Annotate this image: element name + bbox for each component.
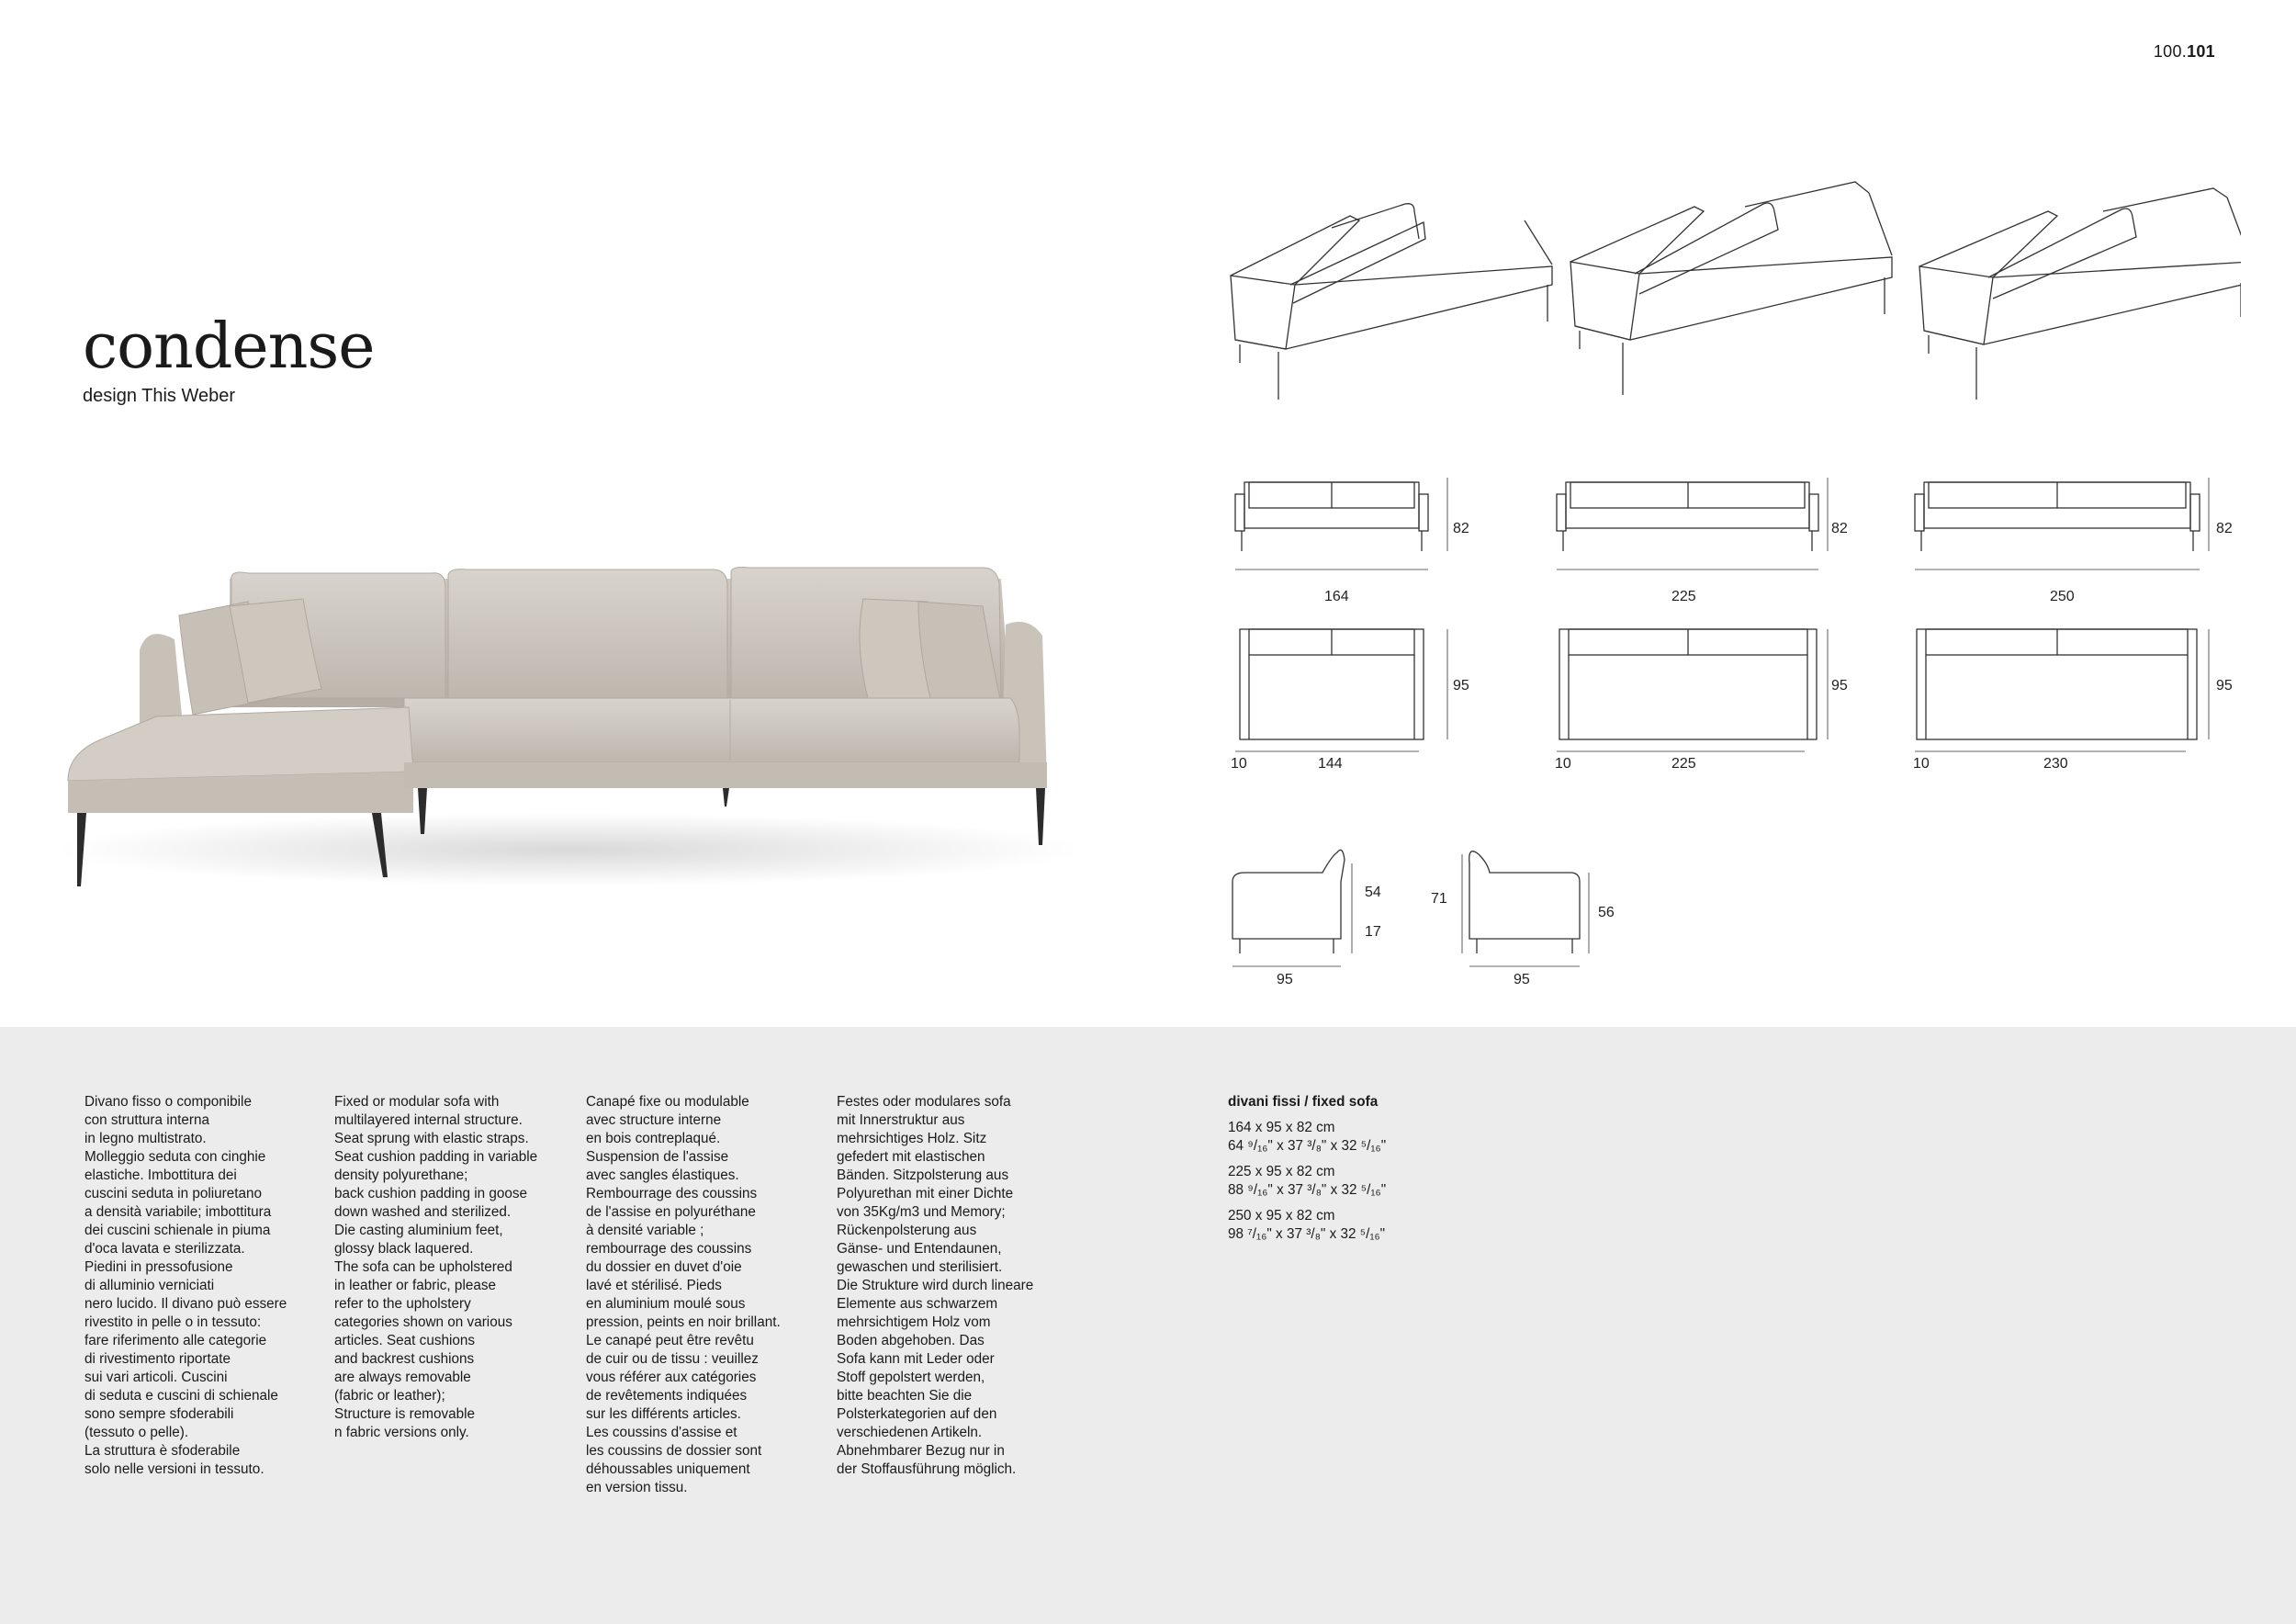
side-view-b [1462,851,1589,966]
spec-inch: 88 ⁹/₁₆" x 37 ³/₈" x 32 ⁵/₁₆" [1228,1182,1387,1198]
top-seat-225: 225 [1671,756,1696,772]
page-number-prefix: 100. [2153,42,2188,61]
spec-title: divani fissi / fixed sofa [1228,1094,1379,1110]
front-width-225: 225 [1671,589,1696,604]
spec-inch: 64 ⁹/₁₆" x 37 ³/₈" x 32 ⁵/₁₆" [1228,1138,1387,1154]
top-arm-225: 10 [1555,756,1571,772]
spec-cm: 225 x 95 x 82 cm [1228,1164,1335,1179]
top-arm-250: 10 [1913,756,1930,772]
spec-item [1228,1163,1386,1200]
front-width-250: 250 [2050,589,2075,604]
description-panel [0,1027,2296,1624]
front-width-164: 164 [1324,589,1349,604]
front-height-164: 82 [1453,521,1469,536]
technical-drawings [1194,165,2241,992]
side-total-b: 71 [1431,891,1447,907]
front-view-164 [1235,478,1447,570]
iso-drawing-164 [1231,204,1552,400]
side-seat-a: 54 [1365,885,1381,900]
iso-drawing-250 [1919,188,2241,400]
spec-list [1228,1093,1386,1251]
side-seat-b: 56 [1598,905,1615,920]
description-german: Festes oder modulares sofa mit Innerstruktur aus mehrsichtiges Holz. Sitz gefedert mit elastischen Bänden. Sitzpolsterung aus Polyurethan mit einer Dichte von 35Kg/m3 und Memory; Rückenpolsterung aus Gänse- und Entendaunen, gewaschen und sterilisiert. Die Strukture wird durch lineare Elemente aus schwarzem mehrsichtigem Holz vom Boden abgehoben. Das Sofa kann mit Leder oder Stoff gepolstert werden, bitte beachten Sie die Polsterkategorien auf den verschiedenen Artikeln. Abnehmbarer Bezug nur in der Stoffausführung möglich. [837,1094,1034,1477]
spec-cm: 250 x 95 x 82 cm [1228,1208,1335,1224]
side-depth-a: 95 [1277,972,1293,987]
spec-item [1228,1207,1386,1244]
page-number [2154,42,2215,62]
side-depth-b: 95 [1514,972,1530,987]
front-height-250: 82 [2216,521,2233,536]
front-view-250 [1915,478,2209,570]
sofa-photo [55,551,1075,900]
top-view-225 [1557,629,1828,751]
top-seat-164: 144 [1318,756,1343,772]
description-english: Fixed or modular sofa with multilayered internal structure. Seat sprung with elastic straps. Seat cushion padding in variable density polyurethane; back cushion padding in goose down washed and sterilized. Die casting aluminium feet, glossy black laquered. The sofa can be upholstered in leather or fabric, please refer to the upholstery categories shown on various articles. Seat cushions and backrest cushions are always removable (fabric or leather); Structure is removable n fabric versions only. [334,1094,538,1440]
front-height-225: 82 [1831,521,1848,536]
top-view-250 [1915,629,2209,751]
spec-inch: 98 ⁷/₁₆" x 37 ³/₈" x 32 ⁵/₁₆" [1228,1226,1386,1242]
iso-drawing-225 [1570,182,1892,395]
spec-cm: 164 x 95 x 82 cm [1228,1120,1335,1135]
top-depth-250: 95 [2216,678,2233,694]
top-seat-250: 230 [2043,756,2068,772]
side-view-a [1232,850,1352,966]
description-french: Canapé fixe ou modulable avec structure interne en bois contreplaqué. Suspension de l'assise avec sangles élastiques. Rembourrage des coussins de l'assise en polyuréthane à densité variable ; rembourrage des coussins du dossier en duvet d'oie lavé et stérilisé. Pieds en aluminium moulé sous pression, peints en noir brillant. Le canapé peut être revêtu de cuir ou de tissu : veuillez vous référer aux catégories de revêtements indiquées sur les différents articles. Les coussins d'assise et les coussins de dossier sont déhoussables uniquement en version tissu. [586,1094,781,1495]
product-title: condense [83,310,375,383]
page-number-bold: 101 [2187,42,2215,61]
designer-credit: design This Weber [83,386,236,406]
top-view-164 [1235,629,1447,751]
spec-item [1228,1119,1386,1156]
top-depth-225: 95 [1831,678,1848,694]
top-arm-164: 10 [1231,756,1247,772]
front-view-225 [1557,478,1828,570]
top-depth-164: 95 [1453,678,1469,694]
side-leg-a: 17 [1365,924,1381,940]
description-italian: Divano fisso o componibile con struttura interna in legno multistrato. Molleggio seduta con cinghie elastiche. Imbottitura dei cuscini seduta in poliuretano a densità variabile; imbottitura dei cuscini schienale in piuma d'oca lavata e sterilizzata. Piedini in pressofusione di alluminio verniciati nero lucido. Il divano può essere rivestito in pelle o in tessuto: fare riferimento alle categorie di rivestimento riportate sui vari articoli. Cuscini di seduta e cuscini di schienale sono sempre sfoderabili (tessuto o pelle). La struttura è sfoderabile solo nelle versioni in tessuto. [84,1094,287,1477]
